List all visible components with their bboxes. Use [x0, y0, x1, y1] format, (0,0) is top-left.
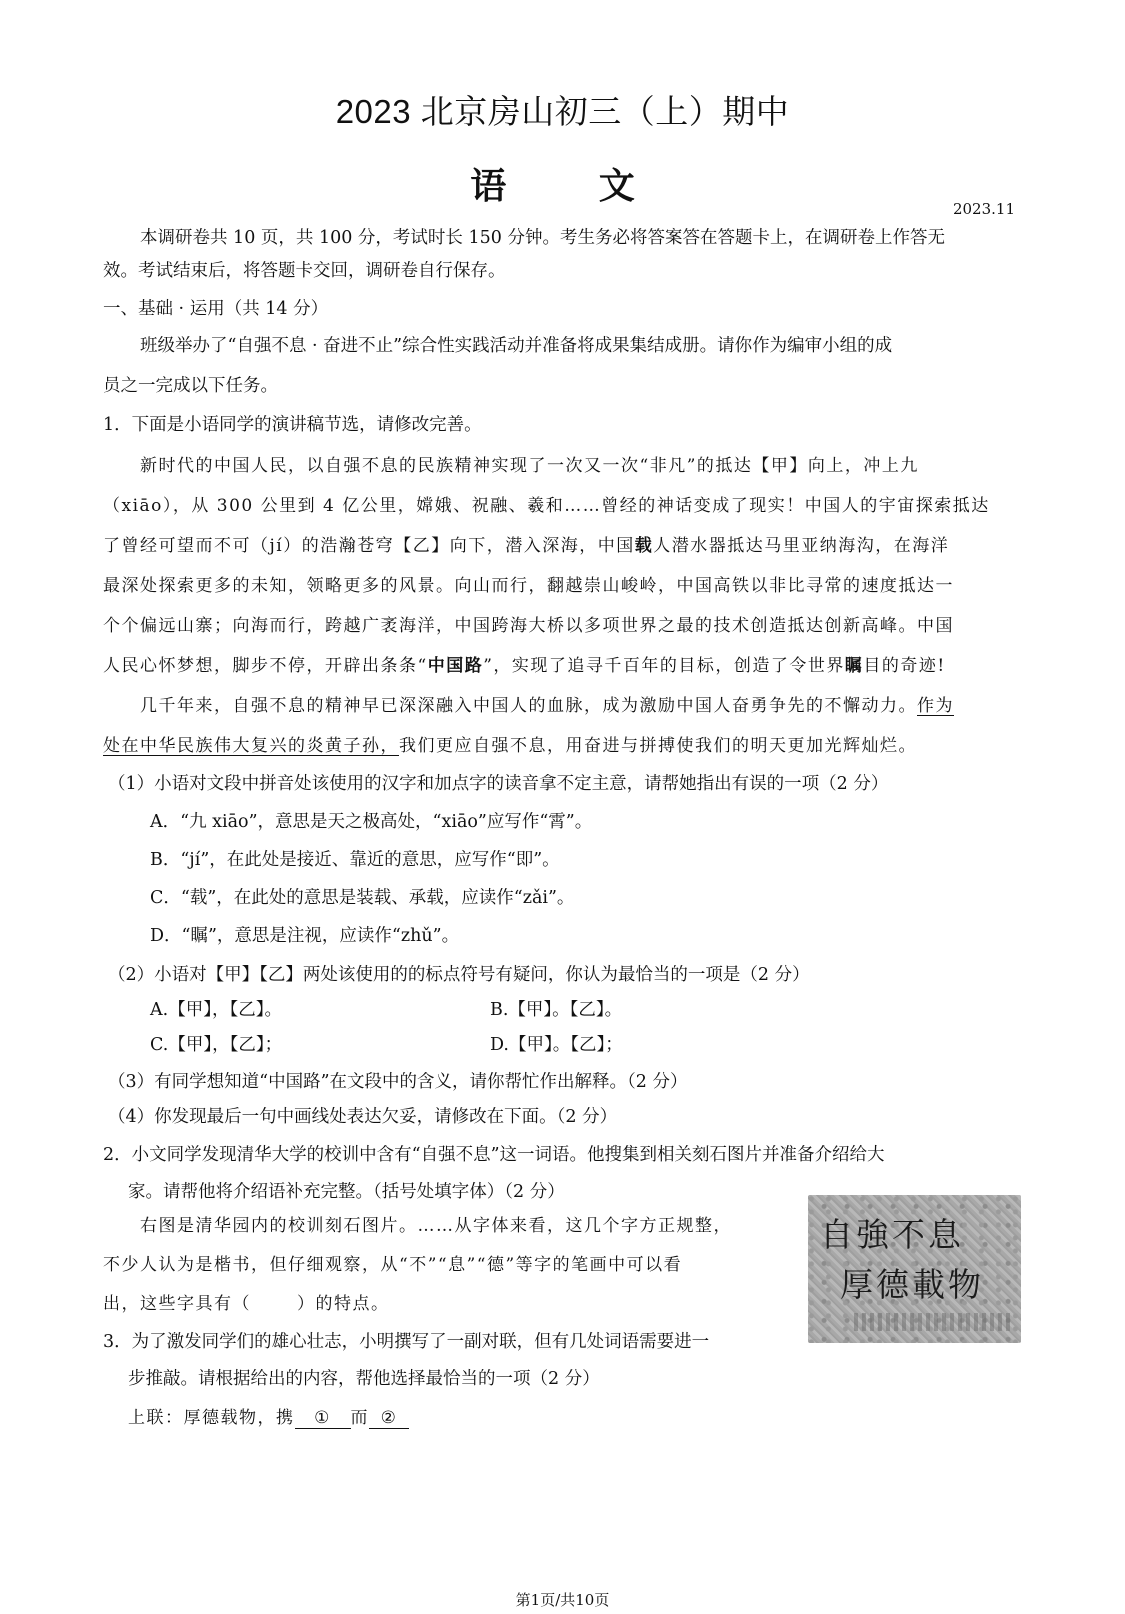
passage-line-8: 处在中华民族伟大复兴的炎黄子孙，我们更应自强不息，用奋进与拼搏使我们的明天更加光辉灿烂。: [103, 736, 917, 756]
passage-line-1: 新时代的中国人民，以自强不息的民族精神实现了一次又一次“非凡”的抵达【甲】向上，冲上九: [140, 456, 919, 476]
q1-sub4: （4）你发现最后一句中画线处表达欠妥，请修改在下面。（2 分）: [108, 1107, 618, 1127]
q1-sub2-option-a: A.【甲】，【乙】。: [150, 1000, 282, 1020]
couplet-blank-2[interactable]: ②: [369, 1408, 409, 1429]
q1-sub1-stem: （1）小语对文段中拼音处该使用的汉字和加点字的读音拿不定主意，请帮她指出有误的一项（2 分）: [108, 774, 889, 794]
q1-sub2-option-d: D.【甲】。【乙】；: [490, 1035, 623, 1055]
intro-line-1: 本调研卷共 10 页，共 100 分，考试时长 150 分钟。考生务必将答案答在答题卡上，在调研卷上作答无: [140, 228, 945, 248]
couplet-upper: 上联：厚德载物，携 ① 而 ②: [128, 1403, 409, 1429]
question-3-stem-1: 3．为了激发同学们的雄心壮志，小明撰写了一副对联，但有几处词语需要进一: [103, 1332, 710, 1352]
passage-line-5: 个个偏远山寨；向海而行，跨越广袤海洋，中国跨海大桥以多项世界之最的技术创造抵达创新高峰。中国: [103, 616, 954, 636]
exam-subject: 语 文: [470, 166, 675, 207]
q2-intro-line-1: 右图是清华园内的校训刻石图片。……从字体来看，这几个字方正规整，: [140, 1216, 732, 1236]
stone-inscription-small: [854, 1313, 1014, 1331]
stone-motto-line-1: 自強不息: [820, 1215, 964, 1254]
question-1-stem: 1．下面是小语同学的演讲稿节选，请修改完善。: [103, 415, 482, 435]
page-number: 第1页/共10页: [515, 1591, 610, 1609]
question-3-stem-2: 步推敲。请根据给出的内容，帮他选择最恰当的一项（2 分）: [128, 1369, 600, 1389]
q1-sub1-option-b: B．“jí”，在此处是接近、靠近的意思，应写作“即”。: [150, 850, 560, 870]
dotted-char-zai: 载: [634, 536, 654, 556]
exam-date: 2023.11: [952, 200, 1015, 218]
q1-sub2-option-c: C.【甲】，【乙】；: [150, 1035, 283, 1055]
stone-motto-line-2: 厚德載物: [840, 1265, 984, 1304]
question-2-stem-1: 2．小文同学发现清华大学的校训中含有“自强不息”这一词语。他搜集到相关刻石图片并准备介绍给大: [103, 1145, 885, 1165]
china-road-term: 中国路: [427, 656, 484, 676]
passage-line-4: 最深处探索更多的未知，领略更多的风景。向山而行，翻越崇山峻岭，中国高铁以非比寻常的速度抵达一: [103, 576, 954, 596]
underlined-phrase-end: 处在中华民族伟大复兴的炎黄子孙，: [103, 736, 399, 756]
q1-sub1-option-d: D．“瞩”，意思是注视，应读作“zhǔ”。: [150, 926, 460, 946]
section-context-2: 员之一完成以下任务。: [103, 376, 278, 396]
exam-title: 2023 北京房山初三（上）期中: [335, 93, 790, 130]
q1-sub1-option-c: C．“载”，在此处的意思是装载、承载，应读作“zǎi”。: [150, 888, 575, 908]
section-context-1: 班级举办了“自强不息 · 奋进不止”综合性实践活动并准备将成果集结成册。请你作为编审小组的成: [140, 336, 893, 356]
section-heading: 一、基础 · 运用（共 14 分）: [103, 299, 329, 319]
passage-line-3: 了曾经可望而不可（jí）的浩瀚苍穹【乙】向下，潜入深海，中国载人潜水器抵达马里亚纳海沟，在海洋: [103, 536, 950, 556]
couplet-blank-1[interactable]: ①: [295, 1408, 351, 1429]
question-2-stem-2: 家。请帮他将介绍语补充完整。（括号处填字体）（2 分）: [128, 1182, 565, 1202]
passage-line-6: 人民心怀梦想，脚步不停，开辟出条条“中国路”，实现了追寻千百年的目标，创造了令世界瞩目的奇迹!: [103, 656, 946, 676]
intro-line-2: 效。考试结束后，将答题卡交回，调研卷自行保存。: [103, 261, 506, 281]
underlined-phrase-start: 作为: [917, 696, 954, 716]
q1-sub3: （3）有同学想知道“中国路”在文段中的含义，请你帮忙作出解释。（2 分）: [108, 1072, 688, 1092]
motto-stone-image: [808, 1195, 1021, 1343]
dotted-char-zhu: 瞩: [844, 656, 864, 676]
passage-line-7: 几千年来，自强不息的精神早已深深融入中国人的血脉，成为激励中国人奋勇争先的不懈动力。作为: [140, 696, 954, 716]
q2-intro-line-3: 出，这些字具有（ ）的特点。: [103, 1294, 390, 1314]
passage-line-2: （xiāo），从 300 公里到 4 亿公里，嫦娥、祝融、羲和……曾经的神话变成了现实！中国人的宇宙探索抵达: [103, 496, 990, 516]
q1-sub2-option-b: B.【甲】。【乙】。: [490, 1000, 623, 1020]
q1-sub1-option-a: A．“九 xiāo”，意思是天之极高处，“xiāo”应写作“霄”。: [150, 812, 593, 832]
q2-intro-line-2: 不少人认为是楷书，但仔细观察，从“不”“息”“德”等字的笔画中可以看: [103, 1255, 683, 1275]
q1-sub2-stem: （2）小语对【甲】【乙】两处该使用的的标点符号有疑问，你认为最恰当的一项是（2 分）: [108, 965, 810, 985]
